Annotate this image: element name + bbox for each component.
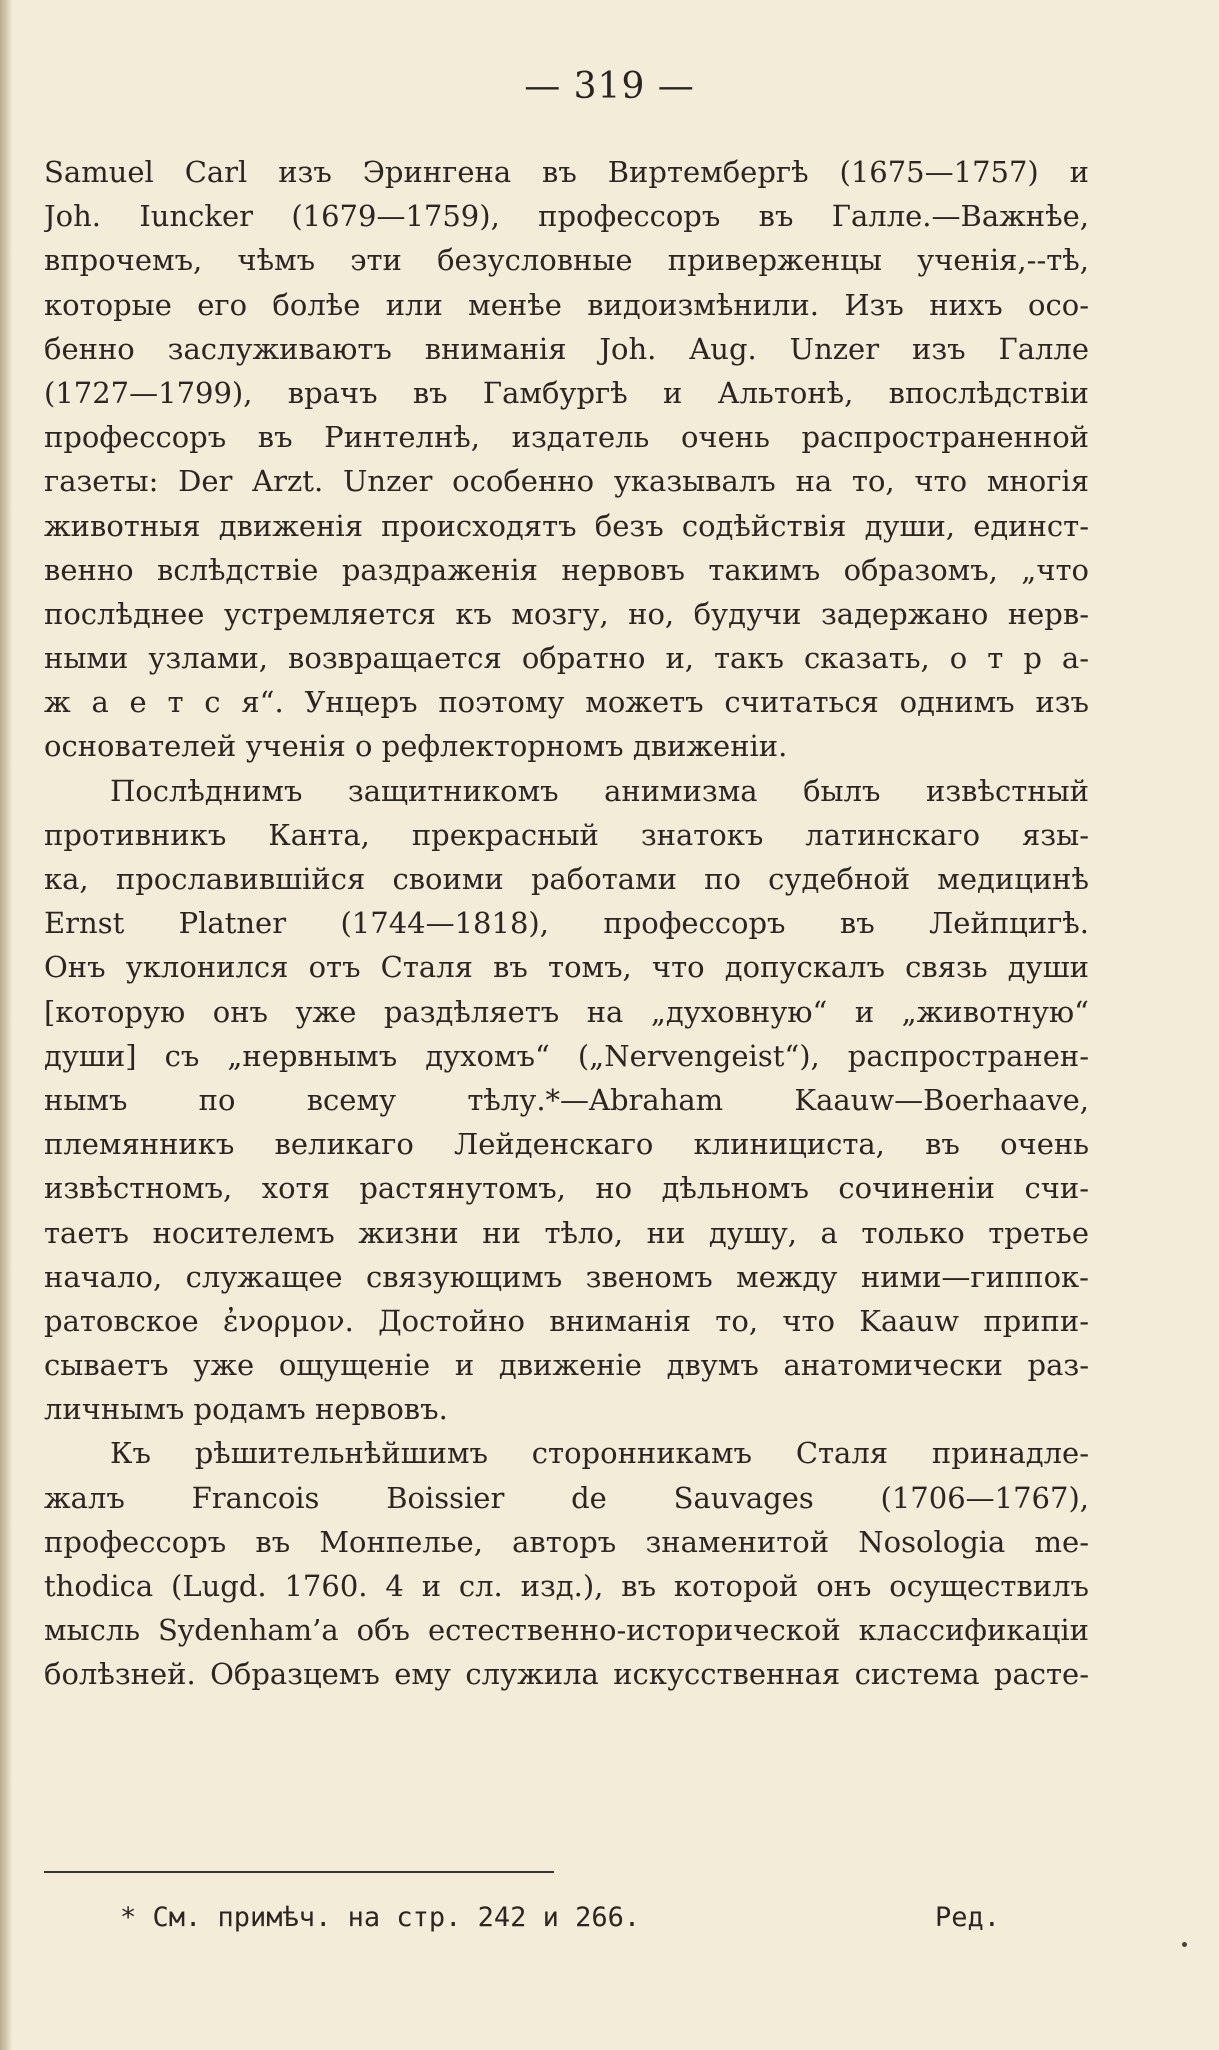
paragraph-first-line: Къ рѣшительнѣйшимъ сторонникамъ Сталя принадле-	[110, 1436, 1089, 1471]
body-text	[44, 150, 1089, 1697]
text-line: Joh. Iuncker (1679—1759), профессоръ въ Галле.—Важнѣе,	[44, 199, 1089, 234]
text-line: ными узлами, возвращается обратно и, такъ сказать, о т р а-	[44, 641, 1089, 676]
text-line: противникъ Канта, прекрасный знатокъ латинскаго язы-	[44, 817, 1089, 852]
text-line: ка, прославившійся своими работами по судебной медицинѣ	[44, 862, 1089, 896]
text-line: впрочемъ, чѣмъ эти безусловные приверженцы ученія,--тѣ,	[44, 243, 1089, 278]
text-line: души] съ „нервнымъ духомъ“ („Nervengeist“), распространен-	[44, 1038, 1089, 1073]
text-line: [которую онъ уже раздѣляетъ на „духовную“ и „животную“	[44, 994, 1089, 1029]
text-line: Онъ уклонился отъ Сталя въ томъ, что допускалъ связь души	[44, 950, 1089, 985]
text-line: Ernst Platner (1744—1818), профессоръ въ Лейпцигѣ.	[44, 906, 1089, 941]
paper-speck	[1182, 1942, 1187, 1947]
text-line: профессоръ въ Ринтелнѣ, издатель очень распространенной	[44, 420, 1089, 455]
text-line: thodica (Lugd. 1760. 4 и сл. изд.), въ которой онъ осуществилъ	[44, 1569, 1089, 1603]
footnote: * См. примѣч. на стр. 242 и 266.	[120, 1902, 641, 1933]
text-line: Samuel Carl изъ Эрингена въ Виртембергѣ (1675—1757) и	[44, 155, 1089, 189]
text-line: которые его болѣе или менѣе видоизмѣнили. Изъ нихъ осо-	[44, 287, 1089, 322]
text-line: бенно заслуживаютъ вниманія Joh. Aug. Unzer изъ Галле	[44, 331, 1089, 366]
text-line: ж а е т с я“. Унцеръ поэтому можетъ считаться однимъ изъ	[44, 685, 1089, 720]
text-line: жалъ Francois Boissier de Sauvages (1706—1767),	[44, 1480, 1089, 1515]
text-line: личнымъ родамъ нервовъ.	[44, 1392, 448, 1427]
text-line: извѣстномъ, хотя растянутомъ, но дѣльномъ сочиненіи счи-	[44, 1171, 1089, 1206]
text-line: послѣднее устремляется къ мозгу, но, будучи задержано нерв-	[44, 596, 1089, 631]
text-line: животныя движенія происходятъ безъ содѣйствія души, единст-	[44, 508, 1089, 543]
text-line: сываетъ уже ощущеніе и движеніе двумъ анатомически раз-	[44, 1348, 1089, 1383]
text-line: основателей ученія о рефлекторномъ движеніи.	[44, 729, 788, 764]
text-line: таетъ носителемъ жизни ни тѣло, ни душу, а только третье	[44, 1215, 1089, 1250]
text-line: нымъ по всему тѣлу.*—Abraham Kaauw—Boerhaave,	[44, 1082, 1089, 1117]
text-line: племянникъ великаго Лейденскаго клинициста, въ очень	[44, 1127, 1089, 1162]
paragraph-first-line: Послѣднимъ защитникомъ анимизма былъ извѣстный	[110, 773, 1089, 808]
text-line: венно вслѣдствіе раздраженія нервовъ такимъ образомъ, „что	[44, 552, 1089, 587]
text-line: болѣзней. Образцемъ ему служила искусственная система расте-	[44, 1657, 1089, 1692]
page-number: — 319 —	[524, 66, 695, 107]
text-line: мысль Sydenham’а объ естественно-исторической классификаціи	[44, 1613, 1089, 1648]
text-line: начало, служащее связующимъ звеномъ между ними—гиппок-	[44, 1259, 1089, 1294]
text-line: газеты: Der Arzt. Unzer особенно указывалъ на то, что многія	[44, 464, 1089, 499]
footnote-divider	[44, 1871, 554, 1873]
text-line: (1727—1799), врачъ въ Гамбургѣ и Альтонѣ, впослѣдствіи	[44, 375, 1089, 410]
text-line: ратовское ἐνορμον. Достойно вниманія то, что Kaauw припи-	[44, 1303, 1089, 1338]
page-spine-shadow	[0, 0, 12, 2050]
text-line: профессоръ въ Монпелье, авторъ знаменитой Nosologia me-	[44, 1524, 1089, 1559]
footnote-editor-tag: Ред.	[935, 1902, 1001, 1933]
